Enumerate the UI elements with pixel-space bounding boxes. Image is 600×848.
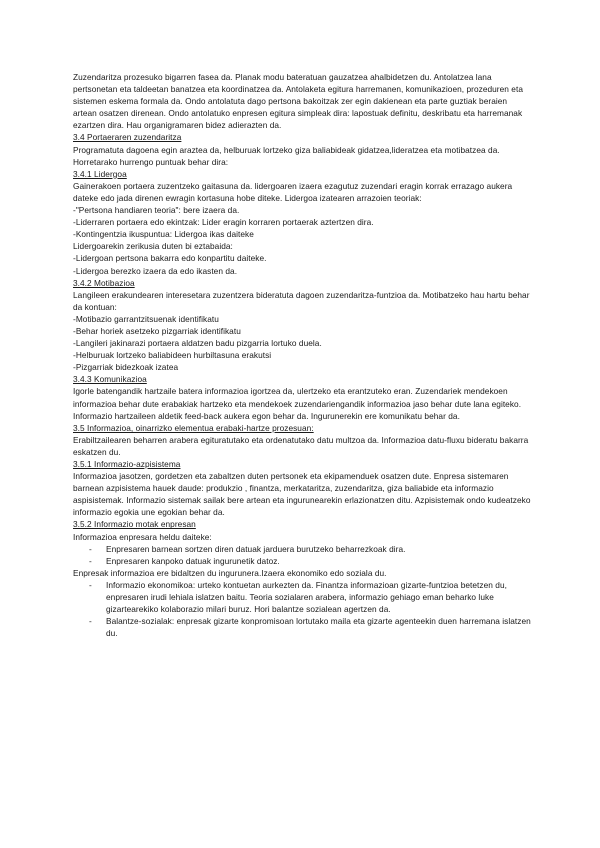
paragraph: -Liderraren portaera edo ekintzak: Lider eragin korraren portaerak aztertzen dira. (73, 217, 374, 228)
paragraph: -Pizgarriak bidezkoak izatea (73, 362, 179, 373)
paragraph: -Langileri jakinarazi portaera aldatzen badu pizgarria lortuko duela. (73, 338, 322, 349)
paragraph: -Kontingentzia ikuspuntua: Lidergoa ikas daiteke (73, 229, 254, 240)
bullet-item (73, 615, 533, 639)
paragraph: -"Pertsona handiaren teoria": bere izaera da. (73, 205, 240, 216)
bullet-item (73, 555, 533, 567)
bullet-marker: - (89, 555, 92, 566)
bullet-text: Informazio ekonomikoa: urteko kontuetan aurkezten da. Finantza informazioan gizarte-funtzioa betetzen du, enpresaren irudi lehiala islatzen baitu. Teoria sozialaren arabera, informazio gehiago eman beharko luke gizartearekiko kolaborazio milari buruz. Hori balantze sozialean agertzen da. (106, 579, 507, 615)
paragraph: -Behar horiek asetzeko pizgarriak identifikatu (73, 325, 241, 336)
section-heading: 3.5.1 Informazio-azpisistema (73, 459, 181, 469)
paragraph: Erabiltzailearen beharren arabera egituratutako eta ordenatutako datu multzoa da. Informazioa datu-fluxu bideratu bakarra eskatzen du. (73, 434, 529, 457)
paragraph: Informazioa enpresara heldu daiteke: (73, 531, 212, 542)
bullet-text: Enpresaren barnean sortzen diren datuak jarduera burutzeko beharrezkoak dira. (106, 543, 406, 554)
bullet-marker: - (89, 616, 92, 627)
section-heading: 3.5 Informazioa, oinarrizko elementua erabaki-hartze prozesuan: (73, 422, 314, 433)
bullet-text: Balantze-sozialak: enpresak gizarte konpromisoan lortutako maila eta gizarte agenteekin duen harremana islatzen du. (106, 616, 531, 639)
paragraph: Programatuta dagoena egin arazteа da, helburuak lortzeko giza baliabideak gidatzea,lideratzea eta motibatzea da. Horretarako hurrengo puntuak behar dira: (73, 144, 500, 167)
paragraph: Zuzendaritza prozesuko bigarren fasea da. Planak modu bateratuan gauzatzea ahalbidetzen du. Antolatzea lana pertsonetan eta taldeetan banatzea eta koordinatzea da. Antolaketa egitura harremanen, komunikazioen, prozeduren eta sistemen eskema formala da. Ondo antolatuta dago pertsona bakoitzak zer egin dakienean eta parte guztiak beraien artean osatzen direnean. Ondo antolatuko enpresen egitura simpleak dira: lapostuak definitu, deskribatu eta harremanak ezartzen dira. Hau organigramaren bidez adierazten da. (73, 72, 523, 131)
bullet-item (73, 543, 533, 555)
section-heading: 3.4 Portaeraren zuzendaritza (73, 132, 182, 143)
paragraph: -Motibazio garrantzitsuenak identifikatu (73, 313, 219, 324)
paragraph: Gainerakoen portaera zuzentzeko gaitasuna da. lidergoaren izaera ezagutuz zuzendari eragin korrak errazago aukera dateke edo jada direnen ewragin kortasuna hobe diteke. Lidergoa izatearen arrazoien teoriak: (73, 180, 513, 203)
paragraph: Informazioa jasotzen, gordetzen eta zabaltzen duten pertsonek eta ekipamenduek osatzen dute. Enpresa sistemaren barnean azpisistema hauek daude: produkzio , finantza, merkataritza, zuzendaritza, giza baliabide eta informazio aspisistemak. Informazio sistemak sailak bere artean eta ingurunearekin erlazionatzen ditu. Azpisistemak ondo kudeatzeko informazio egokia une egokian behar da. (73, 471, 531, 518)
paragraph: Langileen erakundearen interesetara zuzentzera bideratuta dagoen zuzendaritza-funtzioa da. Motibatzeko hau hartu behar da kontuan: (73, 289, 530, 312)
paragraph: -Helburuak lortzeko baliabideen hurbiltasuna erakutsi (73, 350, 272, 361)
section-heading: 3.5.2 Informazio motak enpresan (73, 519, 196, 530)
bullet-marker: - (89, 543, 92, 554)
paragraph: Igorle batengandik hartzaile batera informazioa igortzea da, ulertzeko eta erantzuteko eran. Zuzendariek mendekoen informazioa behar dute erabakiak hartzeko eta mendekoek zuzendariengandik informazioa jaso behar dute lana egiteko. Informazio hartzaileen aldetik feed-back aukera egon behar da. Ingurunerekin ere komunikatu behar da. (73, 386, 522, 421)
section-heading: 3.4.1 Lidergoa (73, 168, 127, 179)
paragraph: Enpresak informazioa ere bidaltzen du ingurunera.Izaera ekonomiko edo soziala du. (73, 567, 387, 578)
paragraph: -Lidergoan pertsona bakarra edo konpartitu daiteke. (73, 253, 267, 264)
section-heading: 3.4.2 Motibazioa (73, 277, 135, 288)
bullet-marker: - (89, 579, 92, 590)
document-body (73, 71, 533, 639)
paragraph: -Lidergoa berezko izaera da edo ikasten da. (73, 265, 238, 276)
section-heading: 3.4.3 Komunikazioa (73, 374, 147, 385)
bullet-text: Enpresaren kanpoko datuak ingurunetik datoz. (106, 555, 280, 566)
paragraph: Lidergoarekin zerikusia duten bi eztabaida: (73, 241, 233, 252)
bullet-item (73, 579, 533, 615)
